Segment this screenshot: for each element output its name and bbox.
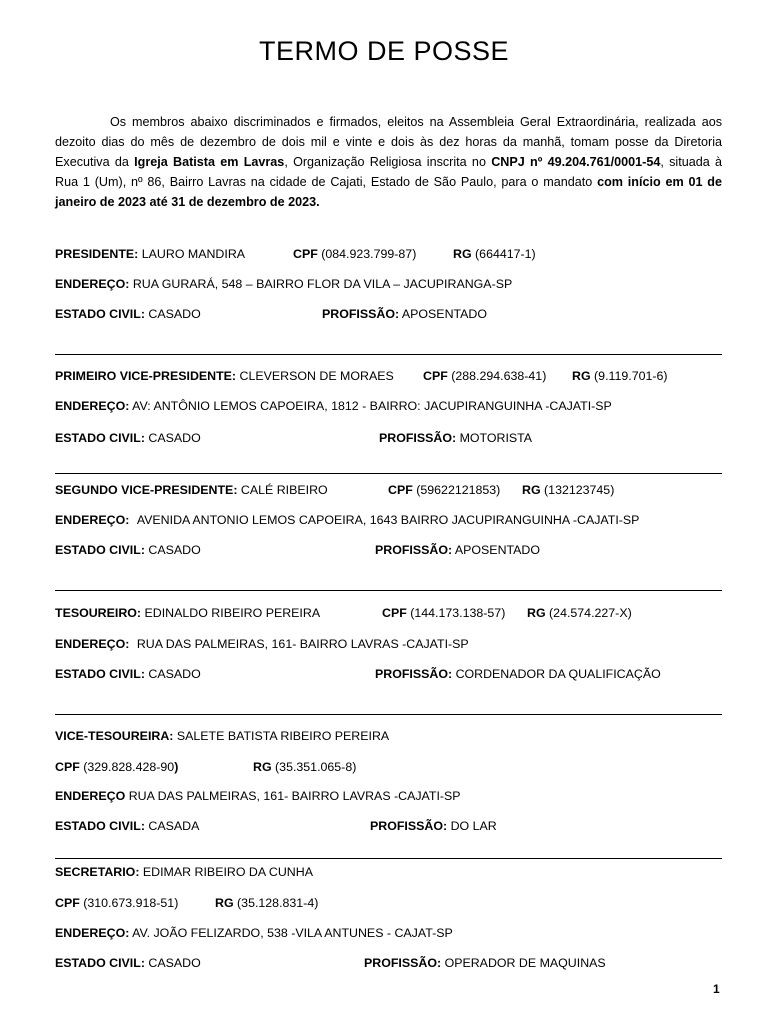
address-value: AV: ANTÔNIO LEMOS CAPOEIRA, 1812 - BAIRRO: JACUPIRANGUINHA -CAJATI-SP xyxy=(132,399,612,413)
civil-status-label: ESTADO CIVIL: xyxy=(55,543,145,557)
member-presidente-ids xyxy=(293,246,416,262)
member-segundo-vice-rg xyxy=(522,482,614,498)
address-label: ENDEREÇO xyxy=(55,789,126,803)
member-secretario-civil xyxy=(55,955,201,971)
rg-value: (664417-1) xyxy=(475,247,536,261)
civil-status-value: CASADO xyxy=(148,543,201,557)
profession-label: PROFISSÃO: xyxy=(379,431,457,445)
cpf-value: (084.923.799-87) xyxy=(321,247,417,261)
member-tesoureiro-civil xyxy=(55,666,201,682)
member-tesoureiro-header xyxy=(55,605,320,621)
member-primeiro-vice-rg xyxy=(572,368,668,384)
cpf-label: CPF xyxy=(293,247,318,261)
cpf-close-paren: ) xyxy=(174,760,179,774)
profession-label: PROFISSÃO: xyxy=(364,956,442,970)
member-name: EDIMAR RIBEIRO DA CUNHA xyxy=(142,865,313,879)
rg-value: (132123745) xyxy=(544,483,615,497)
profession-value: MOTORISTA xyxy=(459,431,533,445)
profession-value: OPERADOR DE MAQUINAS xyxy=(444,956,606,970)
member-segundo-vice-address xyxy=(55,512,639,528)
member-primeiro-vice-civil xyxy=(55,430,201,446)
member-secretario-address xyxy=(55,925,453,941)
member-vice-tesoureira-ids xyxy=(55,759,178,775)
civil-status-label: ESTADO CIVIL: xyxy=(55,956,145,970)
section-divider xyxy=(55,714,722,715)
civil-status-value: CASADO xyxy=(148,667,201,681)
role-label: SEGUNDO VICE-PRESIDENTE: xyxy=(55,483,238,497)
rg-label: RG xyxy=(453,247,472,261)
profession-value: APOSENTADO xyxy=(454,543,541,557)
rg-value: (24.574.227-X) xyxy=(549,606,632,620)
organization-name: Igreja Batista em Lavras xyxy=(134,155,285,169)
civil-status-label: ESTADO CIVIL: xyxy=(55,431,145,445)
civil-status-value: CASADO xyxy=(148,956,201,970)
member-tesoureiro-profession xyxy=(375,666,661,682)
role-label: TESOUREIRO: xyxy=(55,606,142,620)
cpf-value: (59622121853) xyxy=(416,483,501,497)
address-value: AV. JOÃO FELIZARDO, 538 -VILA ANTUNES - CAJAT-SP xyxy=(132,926,453,940)
rg-value: (35.128.831-4) xyxy=(237,896,319,910)
intro-text-1: Os membros abaixo discriminados e firmados, eleitos na Assembleia Geral Extraordinária, realizada aos dezoito dias do mês de dezembro de dois mil e vinte e dois às dez horas da manhã, tomam posse da Diretoria Executiva da xyxy=(55,115,722,169)
member-tesoureiro-address xyxy=(55,636,469,652)
address-value: RUA GURARÁ, 548 – BAIRRO FLOR DA VILA – JACUPIRANGA-SP xyxy=(132,277,513,291)
cpf-label: CPF xyxy=(423,369,448,383)
cpf-value: (329.828.428-90 xyxy=(83,760,175,774)
address-value: RUA DAS PALMEIRAS, 161- BAIRRO LAVRAS -CAJATI-SP xyxy=(128,789,461,803)
cnpj-number: CNPJ nº 49.204.761/0001-54 xyxy=(491,155,661,169)
profession-value: CORDENADOR DA QUALIFICAÇÃO xyxy=(455,667,661,681)
profession-label: PROFISSÃO: xyxy=(370,819,448,833)
member-name: EDINALDO RIBEIRO PEREIRA xyxy=(144,606,321,620)
cpf-label: CPF xyxy=(55,896,80,910)
civil-status-label: ESTADO CIVIL: xyxy=(55,307,145,321)
profession-value: DO LAR xyxy=(450,819,497,833)
address-label: ENDEREÇO: xyxy=(55,399,130,413)
civil-status-label: ESTADO CIVIL: xyxy=(55,819,145,833)
member-secretario-rg xyxy=(215,895,318,911)
member-vice-tesoureira-civil xyxy=(55,818,199,834)
member-tesoureiro-ids xyxy=(382,605,505,621)
address-label: ENDEREÇO: xyxy=(55,513,130,527)
member-primeiro-vice-profession xyxy=(379,430,532,446)
member-primeiro-vice-ids xyxy=(423,368,546,384)
member-secretario-profession xyxy=(364,955,606,971)
role-label: PRIMEIRO VICE-PRESIDENTE: xyxy=(55,369,237,383)
member-presidente-header xyxy=(55,246,245,262)
profession-label: PROFISSÃO: xyxy=(375,543,453,557)
section-divider xyxy=(55,858,722,859)
role-label: SECRETARIO: xyxy=(55,865,140,879)
cpf-value: (144.173.138-57) xyxy=(410,606,506,620)
rg-value: (9.119.701-6) xyxy=(594,369,668,383)
rg-label: RG xyxy=(215,896,234,910)
rg-value: (35.351.065-8) xyxy=(275,760,357,774)
rg-label: RG xyxy=(527,606,546,620)
profession-value: APOSENTADO xyxy=(401,307,488,321)
member-segundo-vice-header xyxy=(55,482,328,498)
member-segundo-vice-civil xyxy=(55,542,201,558)
rg-label: RG xyxy=(572,369,591,383)
civil-status-value: CASADA xyxy=(148,819,200,833)
cpf-label: CPF xyxy=(388,483,413,497)
member-name: CLEVERSON DE MORAES xyxy=(239,369,394,383)
role-label: PRESIDENTE: xyxy=(55,247,139,261)
rg-label: RG xyxy=(253,760,272,774)
member-primeiro-vice-header xyxy=(55,368,394,384)
civil-status-label: ESTADO CIVIL: xyxy=(55,667,145,681)
rg-label: RG xyxy=(522,483,541,497)
member-name: CALÉ RIBEIRO xyxy=(240,483,328,497)
member-name: SALETE BATISTA RIBEIRO PEREIRA xyxy=(176,729,390,743)
intro-paragraph xyxy=(55,112,722,212)
member-primeiro-vice-address xyxy=(55,398,612,414)
member-segundo-vice-ids xyxy=(388,482,500,498)
profession-label: PROFISSÃO: xyxy=(375,667,453,681)
address-label: ENDEREÇO: xyxy=(55,277,130,291)
cpf-label: CPF xyxy=(382,606,407,620)
intro-text-3: , situada à Rua 1 (Um), nº 86, Bairro Lavras na cidade de Cajati, Estado de São Paulo, para o mandato xyxy=(55,155,722,189)
member-segundo-vice-profession xyxy=(375,542,540,558)
address-label: ENDEREÇO: xyxy=(55,637,130,651)
member-vice-tesoureira-header xyxy=(55,728,389,744)
member-vice-tesoureira-address xyxy=(55,788,461,804)
member-vice-tesoureira-profession xyxy=(370,818,497,834)
address-value: AVENIDA ANTONIO LEMOS CAPOEIRA, 1643 BAIRRO JACUPIRANGUINHA -CAJATI-SP xyxy=(136,513,640,527)
intro-text-2: , Organização Religiosa inscrita no xyxy=(284,155,492,169)
section-divider xyxy=(55,354,722,355)
member-presidente-rg xyxy=(453,246,536,262)
page-number: 1 xyxy=(713,982,720,996)
role-label: VICE-TESOUREIRA: xyxy=(55,729,174,743)
document-title: TERMO DE POSSE xyxy=(258,36,510,66)
member-presidente-profession xyxy=(322,306,487,322)
member-secretario-header xyxy=(55,864,313,880)
member-presidente-address xyxy=(55,276,512,292)
member-vice-tesoureira-rg xyxy=(253,759,356,775)
member-tesoureiro-rg xyxy=(527,605,632,621)
address-value: RUA DAS PALMEIRAS, 161- BAIRRO LAVRAS -CAJATI-SP xyxy=(136,637,469,651)
section-divider xyxy=(55,590,722,591)
cpf-value: (288.294.638-41) xyxy=(451,369,547,383)
cpf-value: (310.673.918-51) xyxy=(83,896,179,910)
cpf-label: CPF xyxy=(55,760,80,774)
address-label: ENDEREÇO: xyxy=(55,926,130,940)
civil-status-value: CASADO xyxy=(148,307,201,321)
member-name: LAURO MANDIRA xyxy=(141,247,246,261)
section-divider xyxy=(55,473,722,474)
member-presidente-civil xyxy=(55,306,201,322)
mandate-period: com início em 01 de janeiro de 2023 até 31 de dezembro de 2023. xyxy=(55,175,722,209)
profession-label: PROFISSÃO: xyxy=(322,307,400,321)
civil-status-value: CASADO xyxy=(148,431,201,445)
member-secretario-ids xyxy=(55,895,178,911)
